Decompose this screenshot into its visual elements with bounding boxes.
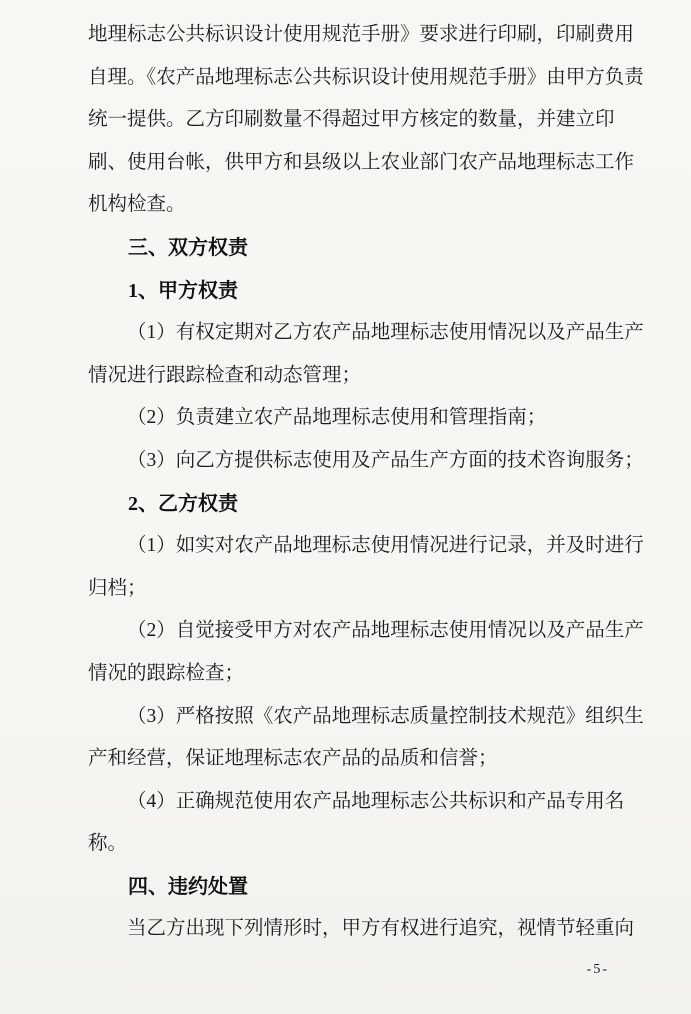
paragraph: （2）自觉接受甲方对农产品地理标志使用情况以及产品生产情况的跟踪检查； [88, 620, 644, 684]
paragraph: （2）负责建立农产品地理标志使用和管理指南； [127, 407, 547, 429]
section-heading: 三、双方权责 [128, 236, 248, 259]
paragraph: （1）如实对农产品地理标志使用情况进行记录，并及时进行归档； [88, 535, 644, 599]
page-number: -5- [586, 962, 609, 977]
section-heading: 1、甲方权责 [128, 279, 238, 302]
paragraph: （3）严格按照《农产品地理标志质量控制技术规范》组织生产和经营，保证地理标志农产品的品质和信誉； [88, 705, 644, 770]
paragraph: （4）正确规范使用农产品地理标志公共标识和产品专用名称。 [88, 790, 625, 855]
paragraph: 当乙方出现下列情形时，甲方有权进行追究，视情节轻重向 [127, 918, 635, 940]
paragraph: （3）向乙方提供标志使用及产品生产方面的技术咨询服务； [127, 449, 644, 471]
section-heading: 四、违约处置 [128, 875, 248, 898]
paragraph: 地理标志公共标识设计使用规范手册》要求进行印刷，印刷费用自理。《农产品地理标志公共标识设计使用规范手册》由甲方负责统一提供。乙方印刷数量不得超过甲方核定的数量，并建立印刷、使用台帐，供甲方和县级以上农业部门农产品地理标志工作机构检查。 [88, 24, 644, 216]
document-content [88, 14, 646, 951]
paragraph: （1）有权定期对乙方农产品地理标志使用情况以及产品生产情况进行跟踪检查和动态管理； [88, 322, 644, 386]
section-heading: 2、乙方权责 [128, 492, 238, 515]
